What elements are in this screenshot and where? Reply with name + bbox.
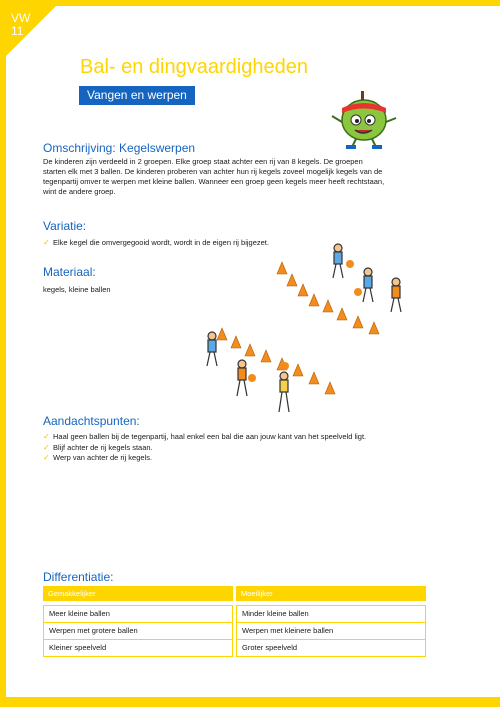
differentiatie-heading: Differentiatie: [43,570,114,584]
table-row: Werpen met grotere ballen [43,623,233,640]
omschrijving-line: wint de andere groep. [43,187,116,196]
table-row: Groter speelveld [236,640,426,657]
omschrijving-line: starten elk met 3 ballen. De kinderen proberen van achter hun rij kegels zoveel mogelijk kegels van de [43,167,383,176]
page-frame-bottom [0,697,500,707]
aandachtspunt-item: Blijf achter de rij kegels staan. [53,442,153,452]
variatie-heading: Variatie: [43,219,87,233]
table-row: Meer kleine ballen [43,605,233,623]
page-subtitle: Vangen en werpen [79,86,195,105]
kids-throwing-at-cones-illustration [190,240,420,420]
aandachtspunt-item: Werp van achter de rij kegels. [53,453,153,462]
makkelijker-header: Gemakkelijker [43,586,233,601]
materiaal-text: kegels, kleine ballen [43,285,111,294]
check-icon: ✓ [43,432,50,441]
materiaal-heading: Materiaal: [43,265,96,279]
omschrijving-heading: Omschrijving: Kegelswerpen [43,141,196,155]
exercise-code [11,12,30,38]
omschrijving-line: tegenpartij omver te werpen met kleine ballen. Wanneer een groep geen kegels meer heeft rechtstaan, [43,177,385,186]
table-row: Minder kleine ballen [236,605,426,623]
check-icon: ✓ [43,238,50,247]
omschrijving-text [43,157,463,197]
aandachtspunt-item: Haal geen ballen bij de tegenpartij, haal enkel een bal die aan jouw kant van het speelveld ligt. [53,432,367,441]
apple-mascot-illustration [328,88,400,150]
page-frame-left [0,0,6,707]
omschrijving-line: De kinderen zijn verdeeld in 2 groepen. Elke groep staat achter een rij van 8 kegels. De groepen [43,157,363,166]
check-icon: ✓ [43,453,50,462]
aandachtspunten-list [43,432,366,464]
table-row: Werpen met kleinere ballen [236,623,426,640]
list-item [43,443,366,454]
page-title: Bal- en dingvaardigheden [80,56,308,78]
exercise-code-number: 11 [11,24,24,38]
table-row: Kleiner speelveld [43,640,233,657]
aandachtspunten-heading: Aandachtspunten: [43,414,140,428]
corner-tab [0,0,62,62]
list-item [43,453,366,464]
check-icon: ✓ [43,442,50,452]
makkelijker-table [43,586,233,657]
page-frame-top [0,0,500,6]
exercise-code-letters: VW [11,11,31,25]
list-item [43,432,366,443]
moeilijker-header: Moeilijker [236,586,426,601]
variatie-item: Elke kegel die omvergegooid wordt, wordt in de eigen rij bijgezet. [53,238,269,247]
moeilijker-table [236,586,426,657]
